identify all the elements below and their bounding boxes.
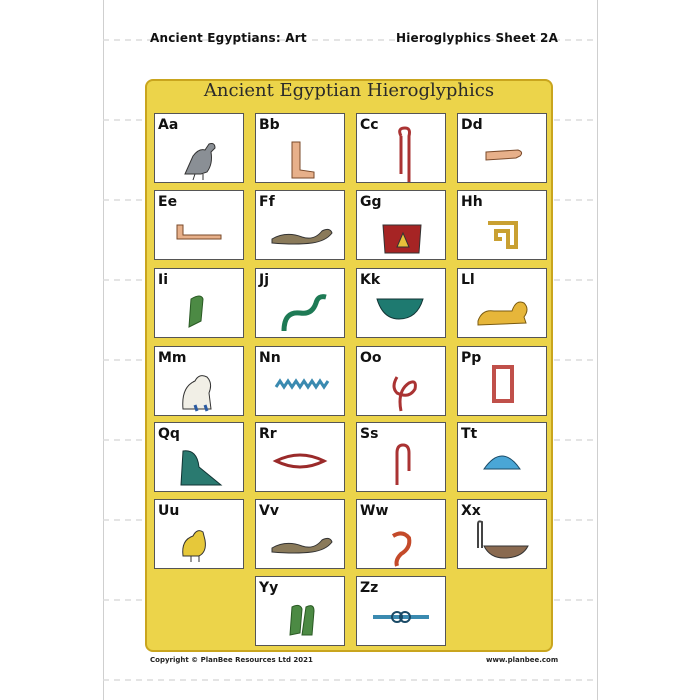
cobra-icon (256, 269, 346, 339)
letter-label: Gg (360, 194, 382, 210)
letter-label: Qq (158, 426, 180, 442)
folded-cloth-icon (357, 423, 447, 493)
letter-card-nn (255, 346, 345, 416)
letter-label: Kk (360, 272, 381, 288)
letter-label: Jj (259, 272, 270, 288)
letter-card-ii (154, 268, 244, 338)
letter-card-qq (154, 422, 244, 492)
rope-icon (357, 114, 447, 184)
letter-card-oo (356, 346, 446, 416)
letter-card-vv (255, 499, 345, 569)
owl-icon (155, 347, 245, 417)
letter-label: Ss (360, 426, 379, 442)
horned-viper-icon (256, 500, 346, 570)
letter-label: Dd (461, 117, 483, 133)
letter-card-xx (457, 499, 547, 569)
letter-card-ff (255, 190, 345, 260)
letter-label: Yy (259, 580, 279, 596)
reed-mat-icon (458, 347, 548, 417)
arm-icon (155, 191, 245, 261)
letter-card-aa (154, 113, 244, 183)
foot-icon (256, 114, 346, 184)
letter-card-ll (457, 268, 547, 338)
quail-coil-icon (357, 500, 447, 570)
letter-label: Nn (259, 350, 281, 366)
letter-label: Tt (461, 426, 478, 442)
letter-card-ww (356, 499, 446, 569)
mouth-icon (256, 423, 346, 493)
twisted-flax-icon (357, 347, 447, 417)
letter-card-ee (154, 190, 244, 260)
lion-icon (458, 269, 548, 339)
footer-url: www.planbee.com (486, 656, 559, 664)
letter-label: Ee (158, 194, 178, 210)
letter-label: Oo (360, 350, 382, 366)
reed-leaf-icon (155, 269, 245, 339)
footer-copyright: Copyright © PlanBee Resources Ltd 2021 (150, 656, 313, 664)
hand-icon (458, 114, 548, 184)
letter-label: Vv (259, 503, 279, 519)
horned-viper-icon (256, 191, 346, 261)
hill-slope-icon (155, 423, 245, 493)
letter-label: Cc (360, 117, 379, 133)
letter-card-gg (356, 190, 446, 260)
bread-loaf-icon (458, 423, 548, 493)
letter-card-tt (457, 422, 547, 492)
letter-card-uu (154, 499, 244, 569)
vulture-icon (155, 114, 245, 184)
letter-card-ss (356, 422, 446, 492)
letter-label: Ll (461, 272, 475, 288)
letter-card-bb (255, 113, 345, 183)
header-sheet-title: Hieroglyphics Sheet 2A (396, 31, 559, 45)
letter-label: Bb (259, 117, 280, 133)
letter-card-kk (356, 268, 446, 338)
letter-label: Pp (461, 350, 482, 366)
letter-label: Zz (360, 580, 379, 596)
water-icon (256, 347, 346, 417)
letter-card-dd (457, 113, 547, 183)
basket-and-cloth-icon (458, 500, 548, 570)
letter-card-zz (356, 576, 446, 646)
letter-card-jj (255, 268, 345, 338)
letter-label: Ff (259, 194, 275, 210)
letter-label: Mm (158, 350, 187, 366)
quail-chick-icon (155, 500, 245, 570)
panel-title: Ancient Egyptian Hieroglyphics (203, 80, 495, 101)
letter-label: Xx (461, 503, 481, 519)
basket-icon (357, 269, 447, 339)
letter-card-rr (255, 422, 345, 492)
letter-label: Hh (461, 194, 483, 210)
header-subject: Ancient Egyptians: Art (150, 31, 307, 45)
letter-label: Rr (259, 426, 277, 442)
letter-card-mm (154, 346, 244, 416)
letter-card-cc (356, 113, 446, 183)
jar-stand-icon (357, 191, 447, 261)
letter-label: Ii (158, 272, 169, 288)
letter-card-pp (457, 346, 547, 416)
shelter-icon (458, 191, 548, 261)
letter-label: Uu (158, 503, 180, 519)
letter-label: Aa (158, 117, 179, 133)
letter-card-yy (255, 576, 345, 646)
door-bolt-icon (357, 577, 447, 647)
double-reed-icon (256, 577, 346, 647)
letter-card-hh (457, 190, 547, 260)
letter-label: Ww (360, 503, 389, 519)
